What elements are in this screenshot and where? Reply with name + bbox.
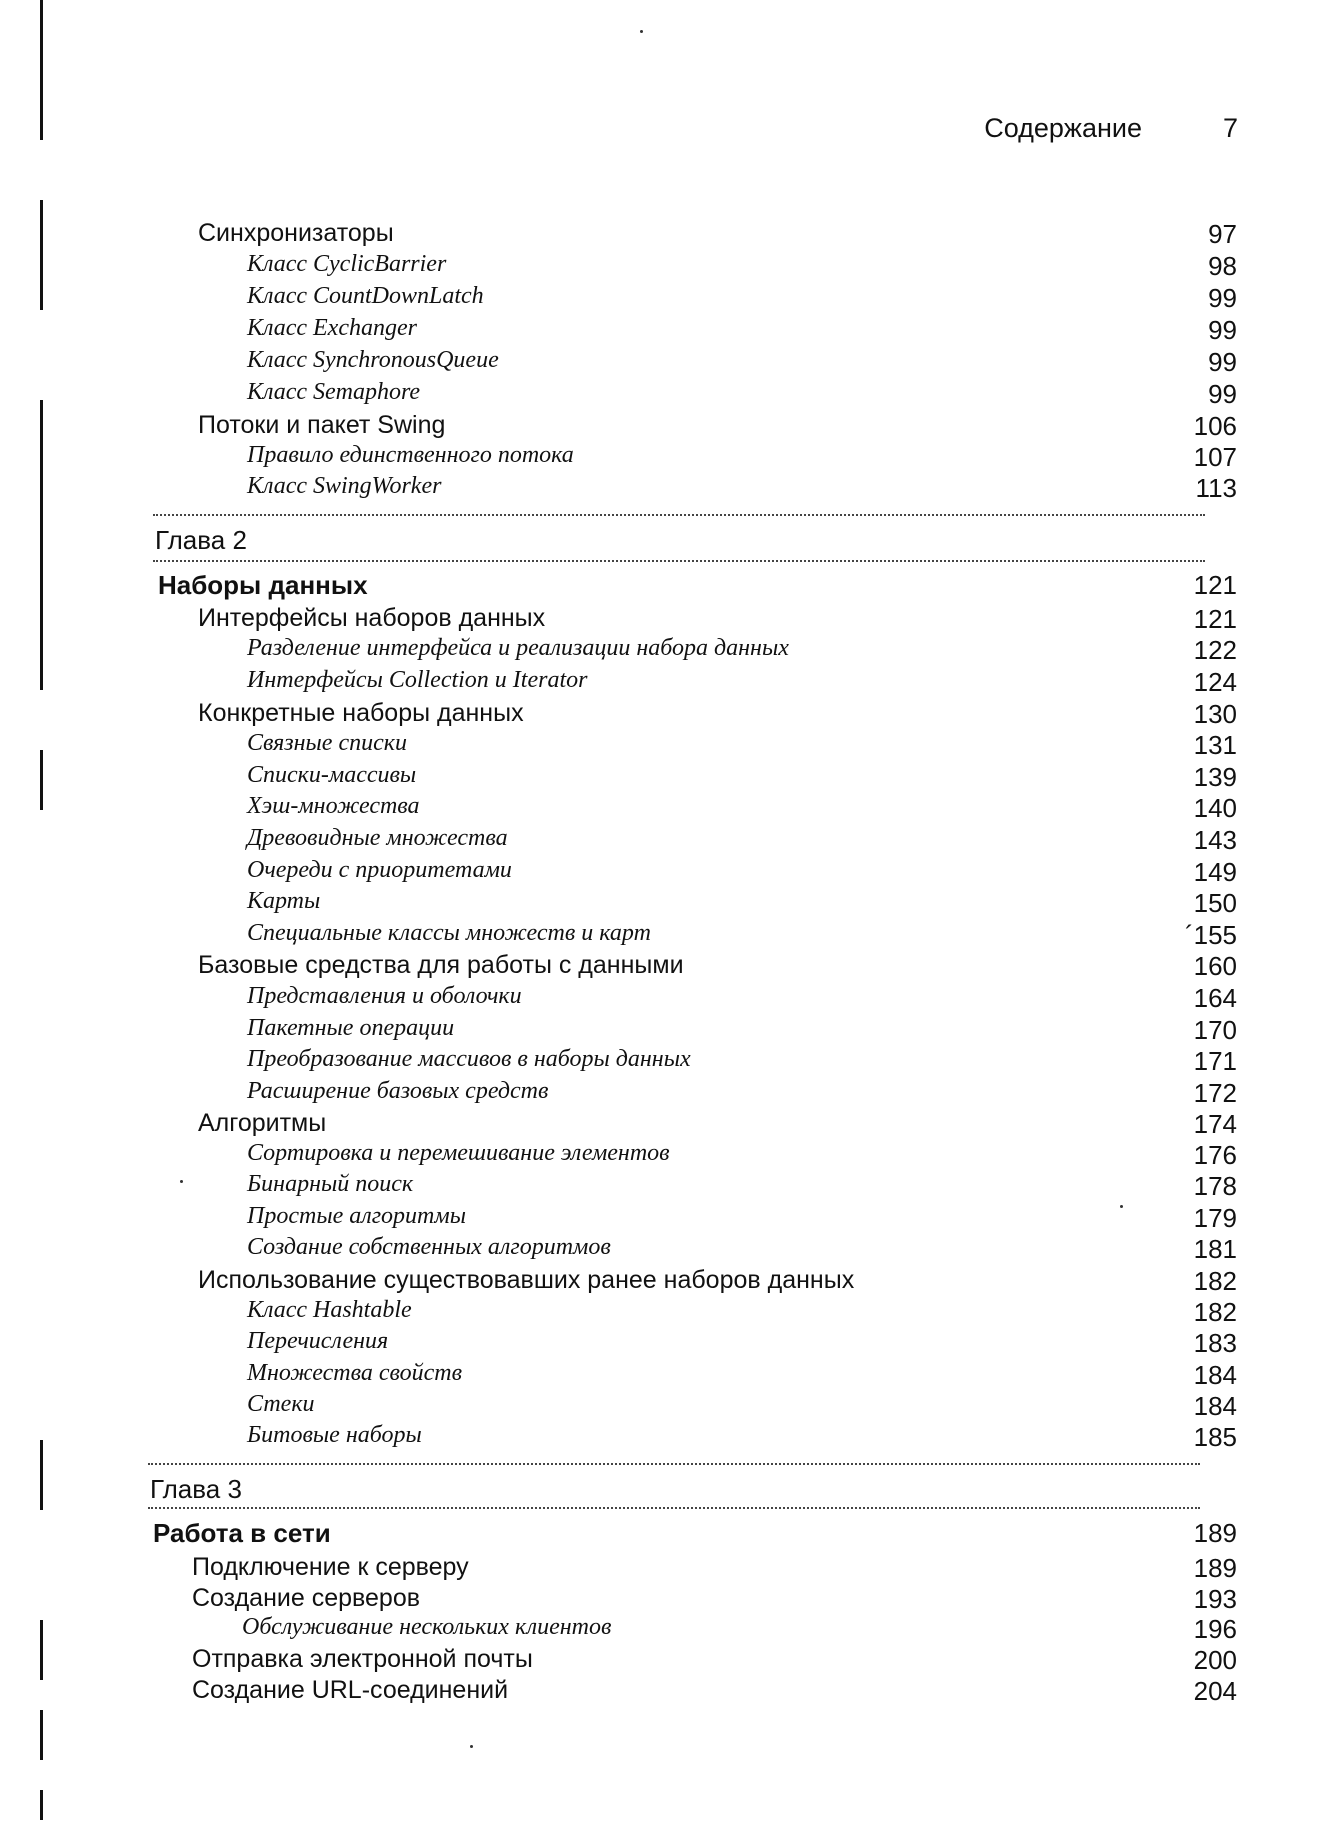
toc-entry-label: Обслуживание нескольких клиентов	[242, 1614, 612, 1640]
toc-subentry	[0, 1046, 1322, 1078]
toc-entry-label: Очереди с приоритетами	[247, 857, 512, 883]
toc-entry-page: 99	[1208, 347, 1237, 377]
toc-subentry	[0, 825, 1322, 857]
chapter-rule	[148, 1507, 1200, 1509]
toc-entry	[0, 699, 1322, 731]
toc-entry-label: Бинарный поиск	[247, 1171, 414, 1197]
toc-entry-label: Стеки	[247, 1391, 315, 1417]
toc-entry-label: Расширение базовых средств	[247, 1078, 549, 1104]
toc-entry-page: 204	[1193, 1676, 1237, 1706]
toc-entry-page: 178	[1193, 1171, 1237, 1201]
toc-entry	[0, 1109, 1322, 1141]
toc-entry-label: Хэш-множества	[247, 793, 420, 819]
toc-subentry	[0, 1234, 1322, 1266]
toc-entry	[0, 951, 1322, 983]
toc-entry-label: Карты	[247, 888, 321, 914]
chapter-title-row	[0, 1518, 1322, 1550]
toc-entry-label: Использование существовавших ранее наборов данных	[198, 1266, 855, 1294]
toc-entry-label: Интерфейсы наборов данных	[198, 604, 546, 632]
toc-subentry	[0, 315, 1322, 347]
toc-entry-page: 97	[1208, 219, 1237, 249]
toc-subentry	[0, 473, 1322, 505]
toc-subentry	[0, 793, 1322, 825]
toc-subentry	[0, 1078, 1322, 1110]
toc-entry-page: 174	[1193, 1109, 1237, 1139]
chapter-rule	[153, 560, 1205, 562]
toc-subentry	[0, 667, 1322, 699]
toc-entry	[0, 1676, 1322, 1708]
toc-entry	[0, 1553, 1322, 1585]
toc-entry	[0, 1266, 1322, 1298]
toc-entry-page: 189	[1193, 1518, 1237, 1548]
toc-entry-page: 179	[1193, 1203, 1237, 1233]
toc-entry-page: 99	[1208, 283, 1237, 313]
toc-entry	[0, 604, 1322, 636]
toc-entry-page: 98	[1208, 251, 1237, 281]
chapter-label: Глава 3	[150, 1474, 242, 1504]
toc-entry-label: Класс CountDownLatch	[247, 283, 484, 309]
toc-entry-label: Класс SwingWorker	[247, 473, 442, 499]
toc-entry-label: Алгоритмы	[198, 1109, 327, 1137]
chapter-rule	[148, 1463, 1200, 1465]
toc-entry-page: 185	[1193, 1422, 1237, 1452]
toc-entry-page: 196	[1193, 1614, 1237, 1644]
toc-entry	[0, 1584, 1322, 1616]
chapter-rule	[153, 514, 1205, 516]
toc-subentry	[0, 888, 1322, 920]
toc-entry-label: Древовидные множества	[247, 825, 508, 851]
toc-subentry	[0, 1360, 1322, 1392]
toc-entry-page: 176	[1193, 1140, 1237, 1170]
toc-entry-page: 200	[1193, 1645, 1237, 1675]
toc-entry-page: 150	[1193, 888, 1237, 918]
toc-entry-page: ´155	[1184, 920, 1237, 950]
toc-entry-label: Базовые средства для работы с данными	[198, 951, 684, 979]
toc-entry-label: Правило единственного потока	[247, 442, 574, 468]
toc-subentry	[0, 1614, 1322, 1646]
toc-subentry	[0, 283, 1322, 315]
toc-entry-page: 172	[1193, 1078, 1237, 1108]
toc-subentry	[0, 379, 1322, 411]
toc-entry-page: 184	[1193, 1360, 1237, 1390]
toc-subentry	[0, 1391, 1322, 1423]
toc-subentry	[0, 983, 1322, 1015]
toc-subentry	[0, 347, 1322, 379]
toc-entry-label: Класс Semaphore	[247, 379, 421, 405]
toc-entry-page: 182	[1193, 1266, 1237, 1296]
toc-entry-page: 99	[1208, 379, 1237, 409]
toc-entry-label: Подключение к серверу	[192, 1553, 469, 1581]
toc-entry-label: Конкретные наборы данных	[198, 699, 524, 727]
toc-subentry	[0, 1203, 1322, 1235]
toc-subentry	[0, 920, 1322, 952]
toc-entry-page: 122	[1193, 635, 1237, 665]
toc-entry	[0, 1645, 1322, 1677]
toc-entry-page: 99	[1208, 315, 1237, 345]
toc-subentry	[0, 251, 1322, 283]
toc-entry-label: Разделение интерфейса и реализации набора данных	[247, 635, 789, 661]
toc-entry-page: 160	[1193, 951, 1237, 981]
toc-entry-page: 183	[1193, 1328, 1237, 1358]
toc-subentry	[0, 762, 1322, 794]
toc-entry-page: 149	[1193, 857, 1237, 887]
toc-entry-label: Интерфейсы Collection и Iterator	[247, 667, 588, 693]
toc-entry-page: 193	[1193, 1584, 1237, 1614]
toc-entry-page: 182	[1193, 1297, 1237, 1327]
toc-subentry	[0, 1015, 1322, 1047]
toc-entry-label: Списки-массивы	[247, 762, 417, 788]
toc-entry-label: Создание собственных алгоритмов	[247, 1234, 611, 1260]
chapter-title-row	[0, 570, 1322, 602]
toc-subentry	[0, 1328, 1322, 1360]
toc-entry-label: Преобразование массивов в наборы данных	[247, 1046, 691, 1072]
chapter-label: Глава 2	[155, 525, 247, 555]
chapter-title: Работа в сети	[153, 1518, 331, 1548]
running-head-title: Содержание	[984, 113, 1142, 143]
toc-subentry	[0, 442, 1322, 474]
toc-entry-page: 171	[1193, 1046, 1237, 1076]
toc-entry-label: Класс Exchanger	[247, 315, 417, 341]
toc-entry-page: 140	[1193, 793, 1237, 823]
toc-entry-page: 107	[1193, 442, 1237, 472]
toc-entry-label: Множества свойств	[247, 1360, 463, 1386]
toc-entry-label: Битовые наборы	[247, 1422, 422, 1448]
toc-subentry	[0, 635, 1322, 667]
toc-entry	[0, 411, 1322, 443]
toc-entry-label: Пакетные операции	[247, 1015, 455, 1041]
toc-entry-label: Класс Hashtable	[247, 1297, 412, 1323]
toc-entry-page: 131	[1193, 730, 1237, 760]
toc-entry-label: Класс SynchronousQueue	[247, 347, 499, 373]
toc-entry-label: Связные списки	[247, 730, 407, 756]
toc-entry-label: Создание URL-соединений	[192, 1676, 509, 1704]
toc-entry-page: 106	[1193, 411, 1237, 441]
toc-entry-page: 113	[1195, 473, 1237, 503]
toc-entry-page: 143	[1193, 825, 1237, 855]
toc-entry-label: Перечисления	[247, 1328, 389, 1354]
page-number: 7	[1222, 113, 1238, 143]
toc-entry-label: Класс CyclicBarrier	[247, 251, 447, 277]
toc-entry-page: 139	[1193, 762, 1237, 792]
toc-entry-page: 124	[1193, 667, 1237, 697]
toc-entry-label: Потоки и пакет Swing	[198, 411, 446, 439]
toc-entry-label: Синхронизаторы	[198, 219, 394, 247]
toc-entry-page: 181	[1193, 1234, 1237, 1264]
toc-subentry	[0, 1140, 1322, 1172]
toc-subentry	[0, 1171, 1322, 1203]
toc-entry-label: Создание серверов	[192, 1584, 421, 1612]
toc-subentry	[0, 730, 1322, 762]
chapter-title: Наборы данных	[158, 570, 368, 600]
toc-entry	[0, 219, 1322, 251]
toc-entry-page: 189	[1193, 1553, 1237, 1583]
toc-entry-label: Представления и оболочки	[247, 983, 522, 1009]
toc-entry-page: 170	[1193, 1015, 1237, 1045]
toc-entry-label: Отправка электронной почты	[192, 1645, 533, 1673]
toc-entry-page: 184	[1193, 1391, 1237, 1421]
toc-entry-page: 164	[1193, 983, 1237, 1013]
toc-entry-label: Сортировка и перемешивание элементов	[247, 1140, 670, 1166]
toc-subentry	[0, 857, 1322, 889]
toc-entry-label: Простые алгоритмы	[247, 1203, 466, 1229]
toc-entry-label: Специальные классы множеств и карт	[247, 920, 651, 946]
toc-subentry	[0, 1422, 1322, 1454]
toc-entry-page: 121	[1193, 570, 1237, 600]
toc-subentry	[0, 1297, 1322, 1329]
toc-entry-page: 121	[1193, 604, 1237, 634]
toc-entry-page: 130	[1193, 699, 1237, 729]
